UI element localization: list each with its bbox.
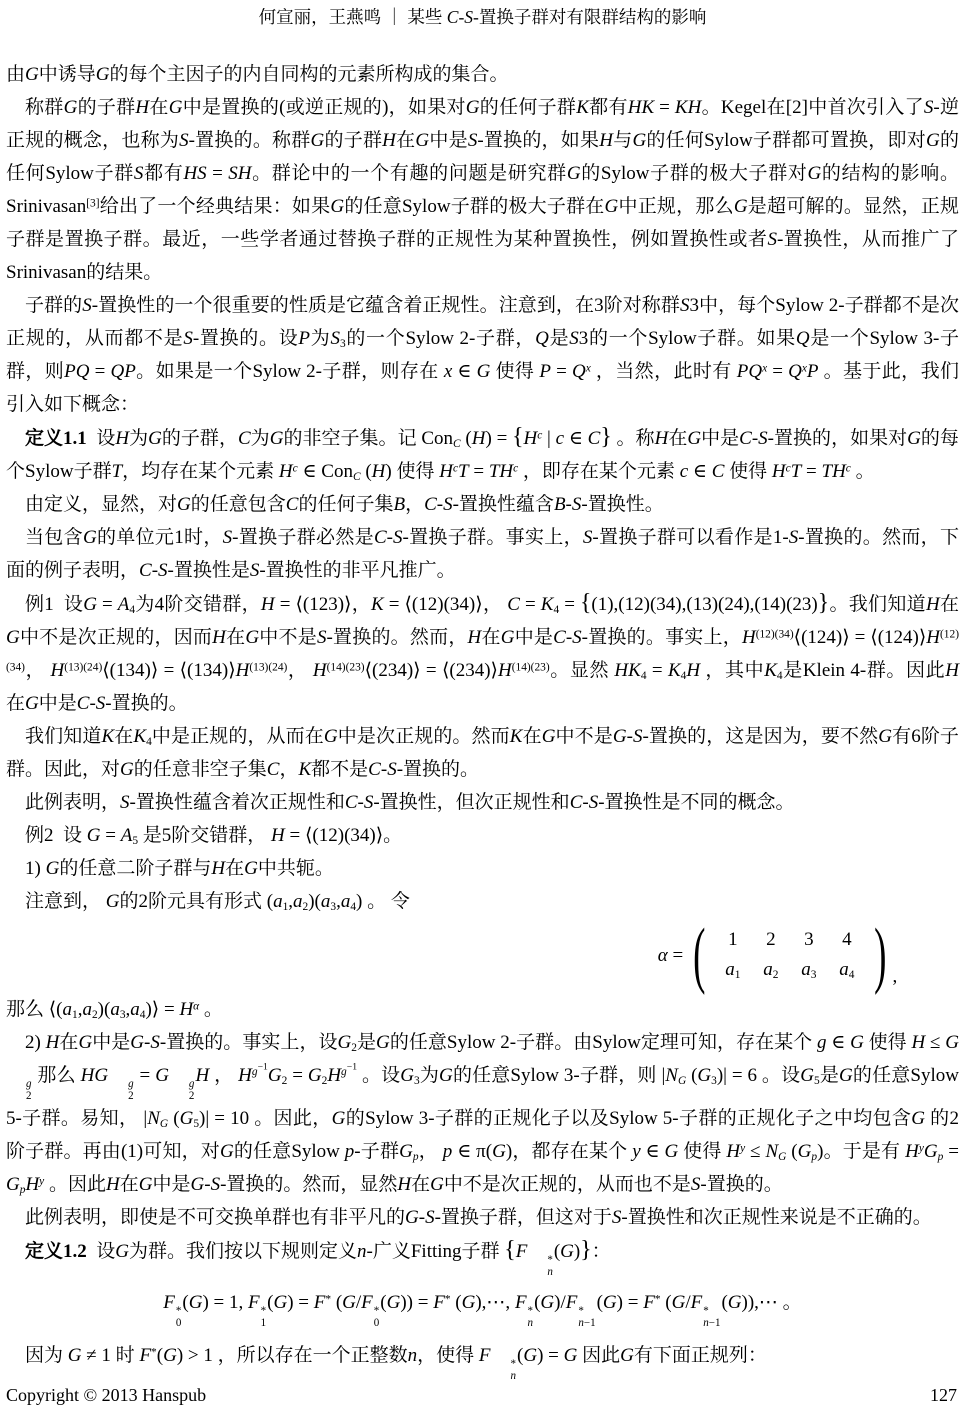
equation-trailing-comma: ,	[892, 965, 898, 987]
matrix-cell: $a_1$	[725, 959, 741, 982]
paragraph-example-2: 例2 设 $G = A_5$ 是5阶交错群， H = ⟨(12)(34)⟩。	[25, 825, 403, 847]
matrix-cell: $a_3$	[801, 959, 817, 982]
matrix-bottom-row	[714, 955, 866, 985]
paragraph-permutable-background: 称群G的子群H在G中是置换的(或逆正规的)，如果对G的任何子群K都有HK = KH。Kegel在[2]中首次引入了S-逆正规的概念，也称为S-置换的。称群G的子群H在G中是S-置换的，如果H与G的任何Sylow子群都可置换，即对G的任何Sylow子群S都有HS = SH。群论中的一个有趣的问题是研究群G的Sylow子群的极大子群对G的结构的影响。Srinivasan[3]给出了一个经典结果：如果G的任意Sylow子群的极大子群在G中正规，那么G是超可解的。显然，正规子群是置换子群。最近，一些学者通过替换子群的正规性为某种置换性，例如置换性或者S-置换性，从而推广了Srinivasan的结果。	[6, 97, 959, 283]
paragraph-definition-1-1: 定义1.1 设H为G的子群，C为G的非空子集。记 Con$_C$ $(H) = \{H^c$ | c ∈ C} 。称H在G中是C-S-置换的，如果对G的每个Sylow子群T，均存在某个元素 $H^c$ ∈ Con$_C$ (H) 使得 $H^cT = TH^c$ ，即存在某个元素 c ∈ C 使得 $H^cT = TH^c$ 。	[6, 424, 959, 483]
page-number: 127	[930, 1385, 957, 1405]
matrix-cell: 2	[766, 929, 776, 951]
matrix-cell: $a_4$	[839, 959, 855, 982]
paragraph-normal-series-intro: 因为 G ≠ 1 时 F*(G) > 1 ，所以存在一个正整数n，使得 F * n (G) = G 因此G有下面正规列：	[25, 1345, 767, 1383]
paragraph-example-1-discussion: 我们知道K在$K_4$中是正规的，从而在G中是次正规的。然而K在G中不是G-S-置换的，这是因为，要不然G有6阶子群。因此，对G的任意非空子集C，K都不是C-S-置换的。	[6, 726, 959, 780]
display-equation-fitting-series	[6, 1288, 959, 1329]
equation-alpha-lhs: α =	[657, 944, 684, 966]
permutation-matrix	[712, 925, 868, 985]
paragraph-definition-1-2: 定义1.2 设G为群。我们按以下规则定义n-广义Fitting子群 {F * n (G)}：	[25, 1237, 611, 1278]
paragraph-intro-continuation: 由G中诱导G的每个主因子的内自同构的元素所构成的集合。	[6, 64, 509, 85]
matrix-cell: 4	[842, 929, 852, 951]
display-equation-alpha-matrix	[6, 914, 959, 996]
running-header: 何宣丽，王燕鸣 ｜ 某些 C-S-置换子群对有限群结构的影响	[258, 7, 707, 27]
paragraph-example-2-conclusion: 此例表明，即使是不可交换单群也有非平凡的G-S-置换子群，但这对于S-置换性和次正规性来说是不正确的。	[25, 1207, 932, 1229]
paragraph-example-2-claim-2: 2) H在G中是G-S-置换的。事实上，设$G_2$是G的任意Sylow 2-子群。由Sylow定理可知，存在某个 g ∈ G 使得 H ≤ G g 2 那么 HG g 2 = G g 2 H ， $H^{g^{-1}}G_2 = G_2H^{g^{-1}}$ 。设$G_3$为G的任意Sylow 3-子群，则 $|N_G$ $(G_3)| = 6$ 。设$G_5$是G的任意Sylow 5-子群。易知， $|N_G$ $(G_5)| = 10$ 。因此，G的Sylow 3-子群的正规化子以及Sylow 5-子群的正规化子之中均包含G 的2阶子群。再由(1)可知，对G的任意Sylow p-子群$G_p$， p ∈ π(G)，都存在某个 y ∈ G 使得 $H^y \le N_G$ $(G_p)$。于是有 $H^yG_p = G_pH^y$ 。因此H在G中是G-S-置换的。然而，显然H在G中不是次正规的，从而也不是S-置换的。	[6, 1031, 959, 1196]
matrix-cell: $a_2$	[763, 959, 779, 982]
right-parenthesis: )	[874, 914, 887, 996]
matrix-cell: 1	[728, 929, 738, 951]
copyright-notice: Copyright © 2013 Hanspub	[6, 1385, 207, 1405]
paragraph-example-2-note: 注意到， G的2阶元具有形式 $(a_1,a_2)(a_3,a_4)$ 。 令	[25, 891, 410, 913]
paragraph-example-2-claim-1: 1) G的任意二阶子群与H在G中共轭。	[25, 858, 334, 879]
fitting-series-formula: F * 0 (G) = 1, F * 1 (G) = F* (G/F * 0 (G)) = F* (G),⋯, F * n (G)/F * n−1 (G) = F* (G/F * n−1 (G)),⋯ 。	[163, 1292, 802, 1329]
left-parenthesis: (	[693, 914, 706, 996]
matrix-top-row	[714, 925, 866, 955]
paragraph-example-1-conclusion: 此例表明，S-置换性蕴含着次正规性和C-S-置换性，但次正规性和C-S-置换性是不同的概念。	[25, 792, 795, 813]
paragraph-example-1: 例1 设$G = A_4$为4阶交错群，H = ⟨(123)⟩，K = ⟨(12)(34)⟩， $C = K_4 = \{(1),(12)(34),(13)(24),(14)(23)\}$。我们知道H在G中不是次正规的，因而H在G中不是S-置换的。然而，H在G中是C-S-置换的。事实上，$H^{(12)(34)}⟨(124)⟩$ = $⟨(124)⟩H^{(12)(34)}$， $H^{(13)(24)}⟨(134)⟩$ = $⟨(134)⟩H^{(13)(24)}$， $H^{(14)(23)}⟨(234)⟩$ = $⟨(234)⟩H^{(14)(23)}$。显然 $HK_4 = K_4H$ ，其中$K_4$是Klein 4-群。因此H在G中是C-S-置换的。	[6, 590, 959, 714]
paragraph-conjugate-result: 那么 $⟨(a_1,a_2)(a_3,a_4)⟩ = H^\alpha$ 。	[6, 998, 223, 1021]
article-body	[0, 28, 965, 1383]
matrix-cell: 3	[804, 929, 814, 951]
paragraph-remark-subset-b: 由定义，显然，对G的任意包含C的任何子集B，C-S-置换性蕴含B-S-置换性。	[25, 494, 664, 515]
paragraph-s-permutable-property: 子群的S-置换性的一个很重要的性质是它蕴含着正规性。注意到，在3阶对称群S3中，每个Sylow 2-子群都不是次正规的，从而都不是S-置换的。设P为$S_3$的一个Sylow 2-子群，Q是S3的一个Sylow子群。如果Q是一个Sylow 3-子群，则PQ = QP。如果是一个Sylow 2-子群，则存在 x ∈ G 使得 $P = Q^x$ ，当然，此时有 $PQ^x = Q^xP$ 。基于此，我们引入如下概念：	[6, 295, 959, 415]
paragraph-remark-identity: 当包含G的单位元1时，S-置换子群必然是C-S-置换子群。事实上，S-置换子群可以看作是1-S-置换的。然而，下面的例子表明，C-S-置换性是S-置换性的非平凡推广。	[6, 527, 959, 581]
page-footer	[0, 1385, 965, 1406]
